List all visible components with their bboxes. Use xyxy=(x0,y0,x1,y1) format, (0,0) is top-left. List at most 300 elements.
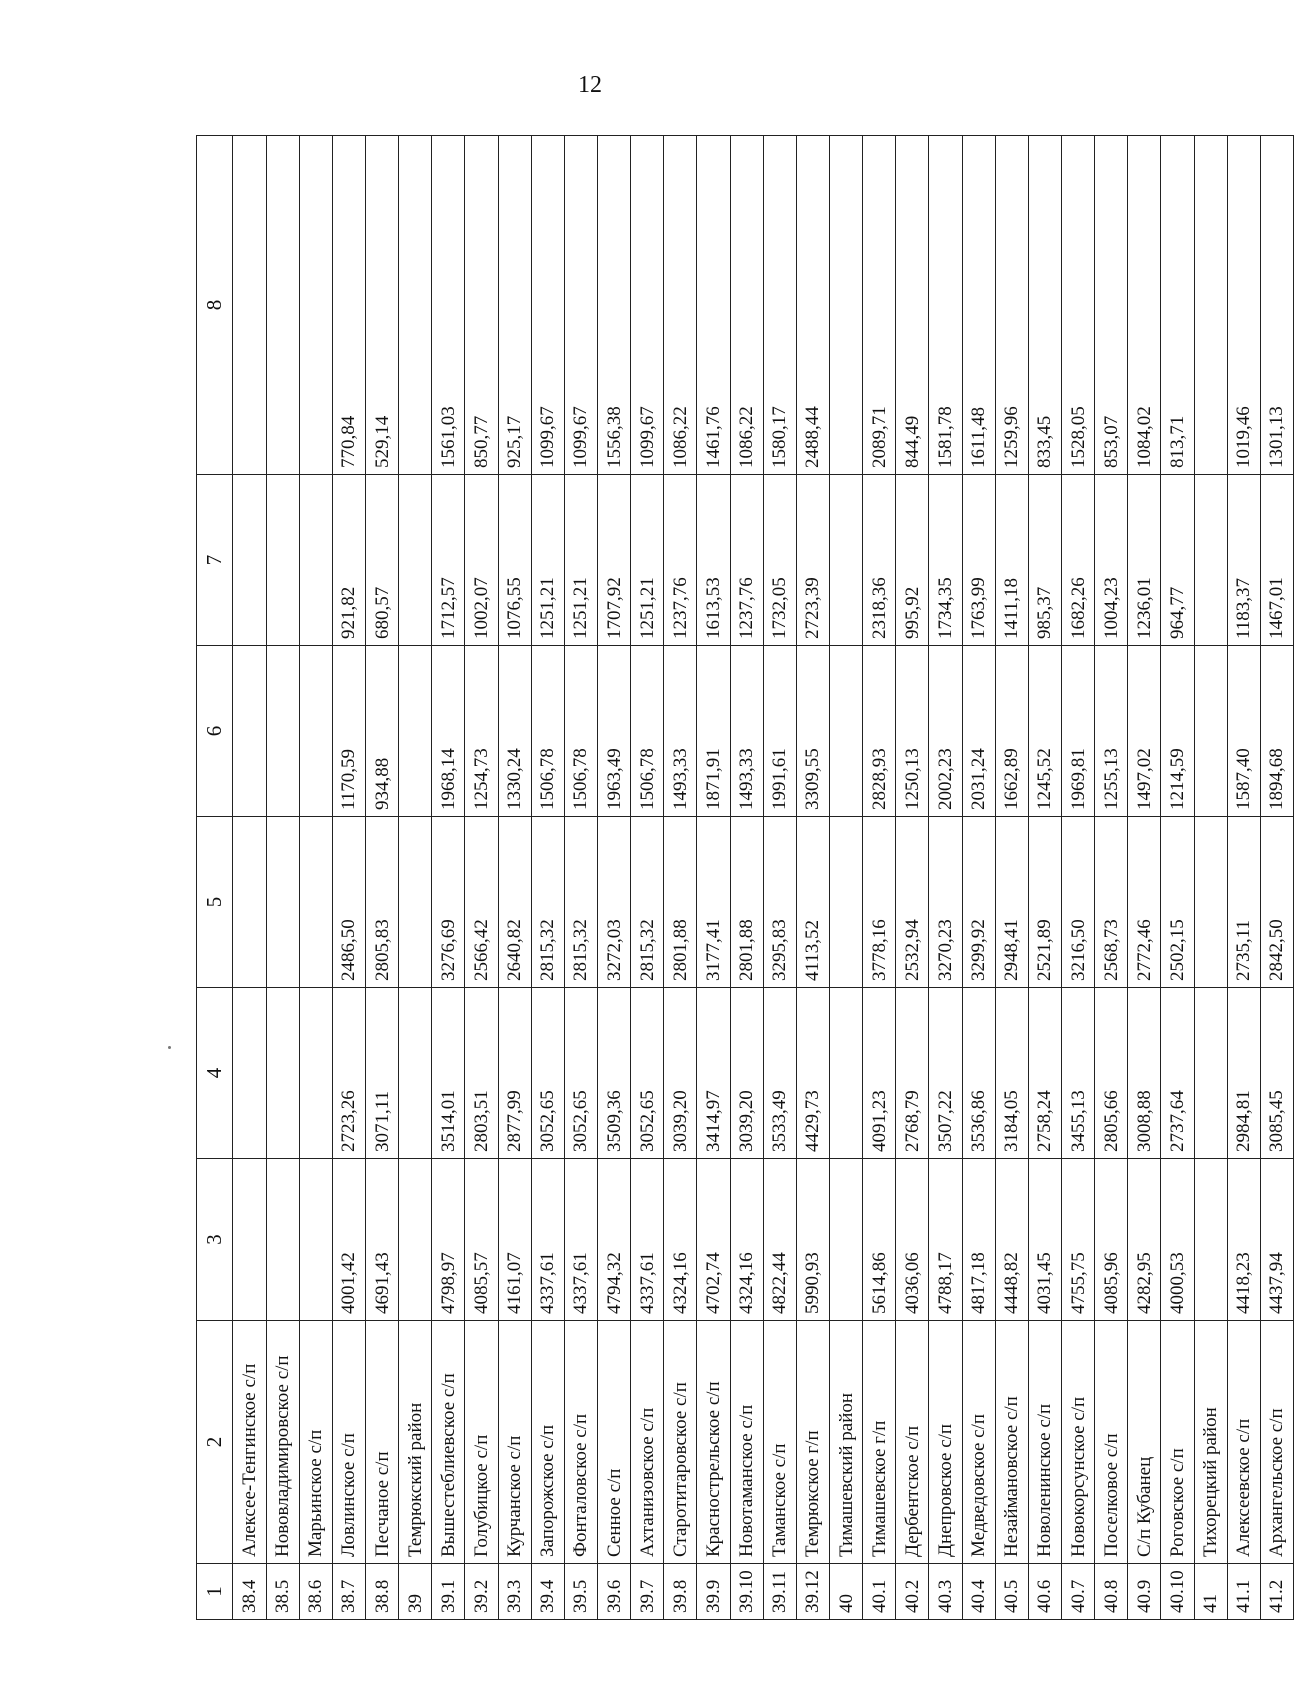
row-number-cell: 39.2 xyxy=(465,1564,498,1620)
value-cell-col-5: 2566,42 xyxy=(465,817,498,988)
table-row xyxy=(631,136,664,1620)
value-cell-col-5: 3272,03 xyxy=(598,817,631,988)
header-cell-2: 2 xyxy=(197,1321,233,1564)
value-cell-col-8: 925,17 xyxy=(498,136,531,475)
value-cell-col-8: 1084,02 xyxy=(1128,136,1161,475)
settlement-name-cell: Старотитаровское с/п xyxy=(664,1321,697,1564)
value-cell-col-4: 3184,05 xyxy=(995,988,1028,1159)
value-cell-col-3: 4788,17 xyxy=(929,1159,962,1321)
settlement-name-cell: Краснострельское с/п xyxy=(697,1321,730,1564)
header-cell-1: 1 xyxy=(197,1564,233,1620)
table-row xyxy=(1161,136,1194,1620)
settlement-name-cell: Тихорецкий район xyxy=(1194,1321,1227,1564)
settlement-name-cell: Сенное с/п xyxy=(598,1321,631,1564)
table-row xyxy=(995,136,1028,1620)
value-cell-col-4: 3536,86 xyxy=(962,988,995,1159)
value-cell-col-5: 2772,46 xyxy=(1128,817,1161,988)
value-cell-col-5 xyxy=(399,817,432,988)
value-cell-col-5: 3270,23 xyxy=(929,817,962,988)
value-cell-col-4 xyxy=(233,988,266,1159)
value-cell-col-8: 2089,71 xyxy=(863,136,896,475)
value-cell-col-7: 921,82 xyxy=(332,475,365,646)
value-cell-col-3 xyxy=(299,1159,332,1321)
value-cell-col-3: 4448,82 xyxy=(995,1159,1028,1321)
value-cell-col-3: 4691,43 xyxy=(366,1159,399,1321)
table-row xyxy=(1227,136,1260,1620)
settlement-name-cell: Алексеевское с/п xyxy=(1227,1321,1260,1564)
value-cell-col-5: 3177,41 xyxy=(697,817,730,988)
value-cell-col-3 xyxy=(399,1159,432,1321)
settlement-name-cell: Незаймановское с/п xyxy=(995,1321,1028,1564)
value-cell-col-8: 1556,38 xyxy=(598,136,631,475)
value-cell-col-5: 2735,11 xyxy=(1227,817,1260,988)
table-row xyxy=(664,136,697,1620)
table-row xyxy=(1095,136,1128,1620)
value-cell-col-6: 1968,14 xyxy=(432,646,465,817)
value-cell-col-7 xyxy=(1194,475,1227,646)
value-cell-col-7: 1183,37 xyxy=(1227,475,1260,646)
table-row xyxy=(233,136,266,1620)
value-cell-col-7: 1251,21 xyxy=(531,475,564,646)
row-number-cell: 38.7 xyxy=(332,1564,365,1620)
value-cell-col-6: 2828,93 xyxy=(863,646,896,817)
value-cell-col-3: 4001,42 xyxy=(332,1159,365,1321)
value-cell-col-8: 850,77 xyxy=(465,136,498,475)
table-row xyxy=(332,136,365,1620)
value-cell-col-5: 4113,52 xyxy=(796,817,829,988)
value-cell-col-3: 4085,57 xyxy=(465,1159,498,1321)
value-cell-col-7: 1411,18 xyxy=(995,475,1028,646)
value-cell-col-5: 2805,83 xyxy=(366,817,399,988)
value-cell-col-8: 1528,05 xyxy=(1061,136,1094,475)
value-cell-col-4: 3008,88 xyxy=(1128,988,1161,1159)
value-cell-col-6: 1493,33 xyxy=(730,646,763,817)
value-cell-col-5: 2640,82 xyxy=(498,817,531,988)
table-row xyxy=(763,136,796,1620)
value-cell-col-3: 4798,97 xyxy=(432,1159,465,1321)
value-cell-col-5: 2801,88 xyxy=(664,817,697,988)
value-cell-col-7: 985,37 xyxy=(1028,475,1061,646)
value-cell-col-4: 3514,01 xyxy=(432,988,465,1159)
value-cell-col-8: 2488,44 xyxy=(796,136,829,475)
value-cell-col-3: 4817,18 xyxy=(962,1159,995,1321)
value-cell-col-4 xyxy=(1194,988,1227,1159)
value-cell-col-4: 2803,51 xyxy=(465,988,498,1159)
value-cell-col-3: 4000,53 xyxy=(1161,1159,1194,1321)
value-cell-col-7: 1004,23 xyxy=(1095,475,1128,646)
table-row xyxy=(564,136,597,1620)
value-cell-col-8 xyxy=(829,136,862,475)
value-cell-col-6 xyxy=(1194,646,1227,817)
value-cell-col-4: 3455,13 xyxy=(1061,988,1094,1159)
header-cell-4: 4 xyxy=(197,988,233,1159)
row-number-cell: 39.10 xyxy=(730,1564,763,1620)
settlement-name-cell: Архангельское с/п xyxy=(1260,1321,1293,1564)
value-cell-col-6 xyxy=(399,646,432,817)
value-cell-col-7: 1251,21 xyxy=(631,475,664,646)
value-cell-col-4: 3533,49 xyxy=(763,988,796,1159)
value-cell-col-6: 1587,40 xyxy=(1227,646,1260,817)
value-cell-col-7: 1467,01 xyxy=(1260,475,1293,646)
value-cell-col-8: 1581,78 xyxy=(929,136,962,475)
table-row xyxy=(796,136,829,1620)
row-number-cell: 39 xyxy=(399,1564,432,1620)
value-cell-col-6: 1214,59 xyxy=(1161,646,1194,817)
value-cell-col-4: 3509,36 xyxy=(598,988,631,1159)
row-number-cell: 40.5 xyxy=(995,1564,1028,1620)
value-cell-col-4: 3052,65 xyxy=(631,988,664,1159)
row-number-cell: 39.1 xyxy=(432,1564,465,1620)
value-cell-col-4: 4429,73 xyxy=(796,988,829,1159)
value-cell-col-8: 1561,03 xyxy=(432,136,465,475)
settlement-name-cell: Поселковое с/п xyxy=(1095,1321,1128,1564)
value-cell-col-7: 1613,53 xyxy=(697,475,730,646)
value-cell-col-6 xyxy=(266,646,299,817)
value-cell-col-6: 1255,13 xyxy=(1095,646,1128,817)
value-cell-col-5 xyxy=(1194,817,1227,988)
settlement-name-cell: Ахтанизовское с/п xyxy=(631,1321,664,1564)
value-cell-col-8 xyxy=(1194,136,1227,475)
value-cell-col-6: 1497,02 xyxy=(1128,646,1161,817)
value-cell-col-5: 2815,32 xyxy=(564,817,597,988)
settlement-name-cell: Алексее-Тенгинское с/п xyxy=(233,1321,266,1564)
value-cell-col-3: 5990,93 xyxy=(796,1159,829,1321)
row-number-cell: 40.3 xyxy=(929,1564,962,1620)
value-cell-col-4 xyxy=(399,988,432,1159)
value-cell-col-5 xyxy=(299,817,332,988)
value-cell-col-4 xyxy=(266,988,299,1159)
value-cell-col-8: 1099,67 xyxy=(531,136,564,475)
row-number-cell: 40.2 xyxy=(896,1564,929,1620)
row-number-cell: 40.1 xyxy=(863,1564,896,1620)
value-cell-col-4: 3507,22 xyxy=(929,988,962,1159)
value-cell-col-4: 3071,11 xyxy=(366,988,399,1159)
value-cell-col-8: 1611,48 xyxy=(962,136,995,475)
settlement-name-cell: Курчанское с/п xyxy=(498,1321,531,1564)
value-cell-col-7 xyxy=(233,475,266,646)
value-cell-col-8: 1086,22 xyxy=(664,136,697,475)
value-cell-col-7: 1237,76 xyxy=(664,475,697,646)
row-number-cell: 41 xyxy=(1194,1564,1227,1620)
row-number-cell: 39.12 xyxy=(796,1564,829,1620)
header-row xyxy=(197,136,233,1620)
value-cell-col-7 xyxy=(266,475,299,646)
value-cell-col-7: 1682,26 xyxy=(1061,475,1094,646)
row-number-cell: 40.8 xyxy=(1095,1564,1128,1620)
row-number-cell: 39.9 xyxy=(697,1564,730,1620)
settlement-name-cell: Роговское с/п xyxy=(1161,1321,1194,1564)
settlement-name-cell: Темрюкское г/п xyxy=(796,1321,829,1564)
value-cell-col-5 xyxy=(266,817,299,988)
value-cell-col-3: 4794,32 xyxy=(598,1159,631,1321)
value-cell-col-3 xyxy=(1194,1159,1227,1321)
value-cell-col-3: 4337,61 xyxy=(564,1159,597,1321)
value-cell-col-8: 1259,96 xyxy=(995,136,1028,475)
value-cell-col-4: 2877,99 xyxy=(498,988,531,1159)
table-row xyxy=(1028,136,1061,1620)
table-row xyxy=(896,136,929,1620)
value-cell-col-5: 3295,83 xyxy=(763,817,796,988)
value-cell-col-3: 4822,44 xyxy=(763,1159,796,1321)
row-number-cell: 40 xyxy=(829,1564,862,1620)
row-number-cell: 40.7 xyxy=(1061,1564,1094,1620)
value-cell-col-6: 2002,23 xyxy=(929,646,962,817)
header-cell-8: 8 xyxy=(197,136,233,475)
table-row xyxy=(465,136,498,1620)
value-cell-col-8 xyxy=(266,136,299,475)
value-cell-col-3: 4036,06 xyxy=(896,1159,929,1321)
table-row xyxy=(1128,136,1161,1620)
value-cell-col-7: 1251,21 xyxy=(564,475,597,646)
settlement-name-cell: Днепровское с/п xyxy=(929,1321,962,1564)
settlement-name-cell: Запорожское с/п xyxy=(531,1321,564,1564)
settlement-name-cell: Таманское с/п xyxy=(763,1321,796,1564)
value-cell-col-5: 3216,50 xyxy=(1061,817,1094,988)
value-cell-col-4: 2805,66 xyxy=(1095,988,1128,1159)
page-number: 12 xyxy=(578,72,602,98)
value-cell-col-8: 844,49 xyxy=(896,136,929,475)
value-cell-col-7: 1002,07 xyxy=(465,475,498,646)
value-cell-col-5: 2568,73 xyxy=(1095,817,1128,988)
header-cell-7: 7 xyxy=(197,475,233,646)
table-row xyxy=(863,136,896,1620)
value-cell-col-6: 1662,89 xyxy=(995,646,1028,817)
row-number-cell: 39.4 xyxy=(531,1564,564,1620)
value-cell-col-3: 4161,07 xyxy=(498,1159,531,1321)
table-body xyxy=(197,136,1294,1620)
row-number-cell: 39.5 xyxy=(564,1564,597,1620)
value-cell-col-4: 3039,20 xyxy=(664,988,697,1159)
value-cell-col-3: 4755,75 xyxy=(1061,1159,1094,1321)
value-cell-col-3: 4702,74 xyxy=(697,1159,730,1321)
value-cell-col-7: 964,77 xyxy=(1161,475,1194,646)
value-cell-col-8 xyxy=(299,136,332,475)
table-row xyxy=(432,136,465,1620)
settlement-name-cell: Марьинское с/п xyxy=(299,1321,332,1564)
row-number-cell: 41.1 xyxy=(1227,1564,1260,1620)
value-cell-col-6: 1506,78 xyxy=(564,646,597,817)
header-cell-3: 3 xyxy=(197,1159,233,1321)
value-cell-col-4 xyxy=(829,988,862,1159)
value-cell-col-7: 1236,01 xyxy=(1128,475,1161,646)
rotated-table-wrapper xyxy=(196,136,1294,1620)
value-cell-col-5: 3778,16 xyxy=(863,817,896,988)
value-cell-col-7: 1734,35 xyxy=(929,475,962,646)
table-row xyxy=(962,136,995,1620)
value-cell-col-6: 1170,59 xyxy=(332,646,365,817)
value-cell-col-4: 2737,64 xyxy=(1161,988,1194,1159)
value-cell-col-5 xyxy=(233,817,266,988)
settlement-name-cell: Песчаное с/п xyxy=(366,1321,399,1564)
row-number-cell: 39.8 xyxy=(664,1564,697,1620)
settlement-name-cell: С/п Кубанец xyxy=(1128,1321,1161,1564)
table-row xyxy=(531,136,564,1620)
table-row xyxy=(730,136,763,1620)
settlement-name-cell: Тимашевский район xyxy=(829,1321,862,1564)
value-cell-col-6: 1330,24 xyxy=(498,646,531,817)
value-cell-col-4: 3414,97 xyxy=(697,988,730,1159)
value-cell-col-6: 3309,55 xyxy=(796,646,829,817)
value-cell-col-5: 2842,50 xyxy=(1260,817,1293,988)
table-row xyxy=(498,136,531,1620)
value-cell-col-4: 2723,26 xyxy=(332,988,365,1159)
rotated-table-frame xyxy=(196,136,1294,1620)
value-cell-col-8: 770,84 xyxy=(332,136,365,475)
value-cell-col-4: 3052,65 xyxy=(531,988,564,1159)
scan-speck xyxy=(168,1046,171,1049)
value-cell-col-3 xyxy=(233,1159,266,1321)
table-row xyxy=(1260,136,1293,1620)
header-cell-6: 6 xyxy=(197,646,233,817)
value-cell-col-8 xyxy=(233,136,266,475)
value-cell-col-5: 2502,15 xyxy=(1161,817,1194,988)
table-row xyxy=(929,136,962,1620)
table-row xyxy=(399,136,432,1620)
value-cell-col-6: 1250,13 xyxy=(896,646,929,817)
value-cell-col-7: 1732,05 xyxy=(763,475,796,646)
value-cell-col-8: 1301,13 xyxy=(1260,136,1293,475)
table-row xyxy=(697,136,730,1620)
settlement-name-cell: Темрюкский район xyxy=(399,1321,432,1564)
value-cell-col-4: 4091,23 xyxy=(863,988,896,1159)
value-cell-col-3: 4085,96 xyxy=(1095,1159,1128,1321)
value-cell-col-3 xyxy=(829,1159,862,1321)
value-cell-col-7: 1707,92 xyxy=(598,475,631,646)
value-cell-col-7: 1712,57 xyxy=(432,475,465,646)
value-cell-col-8: 1580,17 xyxy=(763,136,796,475)
value-cell-col-7: 2318,36 xyxy=(863,475,896,646)
table-row xyxy=(1061,136,1094,1620)
row-number-cell: 39.11 xyxy=(763,1564,796,1620)
row-number-cell: 40.10 xyxy=(1161,1564,1194,1620)
tariff-table xyxy=(196,135,1294,1620)
value-cell-col-8: 1086,22 xyxy=(730,136,763,475)
value-cell-col-8: 1099,67 xyxy=(631,136,664,475)
value-cell-col-4: 3052,65 xyxy=(564,988,597,1159)
value-cell-col-7: 1763,99 xyxy=(962,475,995,646)
value-cell-col-5: 2815,32 xyxy=(631,817,664,988)
row-number-cell: 38.5 xyxy=(266,1564,299,1620)
value-cell-col-8 xyxy=(399,136,432,475)
value-cell-col-6: 2031,24 xyxy=(962,646,995,817)
value-cell-col-5: 2486,50 xyxy=(332,817,365,988)
value-cell-col-6: 1991,61 xyxy=(763,646,796,817)
value-cell-col-3: 4031,45 xyxy=(1028,1159,1061,1321)
row-number-cell: 40.4 xyxy=(962,1564,995,1620)
value-cell-col-7: 680,57 xyxy=(366,475,399,646)
row-number-cell: 38.4 xyxy=(233,1564,266,1620)
table-row xyxy=(829,136,862,1620)
value-cell-col-6 xyxy=(233,646,266,817)
value-cell-col-6: 1506,78 xyxy=(531,646,564,817)
value-cell-col-3: 4282,95 xyxy=(1128,1159,1161,1321)
table-row xyxy=(598,136,631,1620)
value-cell-col-3: 5614,86 xyxy=(863,1159,896,1321)
value-cell-col-5: 2948,41 xyxy=(995,817,1028,988)
settlement-name-cell: Новоленинское с/п xyxy=(1028,1321,1061,1564)
value-cell-col-3: 4324,16 xyxy=(730,1159,763,1321)
row-number-cell: 39.6 xyxy=(598,1564,631,1620)
value-cell-col-7: 2723,39 xyxy=(796,475,829,646)
value-cell-col-5: 2801,88 xyxy=(730,817,763,988)
value-cell-col-6: 1871,91 xyxy=(697,646,730,817)
value-cell-col-6: 1493,33 xyxy=(664,646,697,817)
value-cell-col-3 xyxy=(266,1159,299,1321)
header-cell-5: 5 xyxy=(197,817,233,988)
table-row xyxy=(1194,136,1227,1620)
table-row xyxy=(299,136,332,1620)
value-cell-col-5 xyxy=(829,817,862,988)
table-row xyxy=(366,136,399,1620)
row-number-cell: 39.3 xyxy=(498,1564,531,1620)
value-cell-col-5: 2815,32 xyxy=(531,817,564,988)
value-cell-col-8: 833,45 xyxy=(1028,136,1061,475)
row-number-cell: 39.7 xyxy=(631,1564,664,1620)
value-cell-col-7 xyxy=(829,475,862,646)
value-cell-col-4: 3039,20 xyxy=(730,988,763,1159)
value-cell-col-3: 4324,16 xyxy=(664,1159,697,1321)
value-cell-col-8: 853,07 xyxy=(1095,136,1128,475)
settlement-name-cell: Медведовское с/п xyxy=(962,1321,995,1564)
value-cell-col-7: 1237,76 xyxy=(730,475,763,646)
table-row xyxy=(266,136,299,1620)
value-cell-col-6: 1254,73 xyxy=(465,646,498,817)
value-cell-col-8: 813,71 xyxy=(1161,136,1194,475)
settlement-name-cell: Новокорсунское с/п xyxy=(1061,1321,1094,1564)
value-cell-col-5: 3276,69 xyxy=(432,817,465,988)
row-number-cell: 38.6 xyxy=(299,1564,332,1620)
settlement-name-cell: Тимашевское г/п xyxy=(863,1321,896,1564)
value-cell-col-7 xyxy=(399,475,432,646)
value-cell-col-4 xyxy=(299,988,332,1159)
row-number-cell: 41.2 xyxy=(1260,1564,1293,1620)
value-cell-col-5: 2521,89 xyxy=(1028,817,1061,988)
row-number-cell: 40.9 xyxy=(1128,1564,1161,1620)
value-cell-col-6: 1245,52 xyxy=(1028,646,1061,817)
settlement-name-cell: Вышестеблиевское с/п xyxy=(432,1321,465,1564)
value-cell-col-4: 2768,79 xyxy=(896,988,929,1159)
value-cell-col-3: 4337,61 xyxy=(631,1159,664,1321)
settlement-name-cell: Нововладимировское с/п xyxy=(266,1321,299,1564)
value-cell-col-4: 3085,45 xyxy=(1260,988,1293,1159)
value-cell-col-5: 3299,92 xyxy=(962,817,995,988)
settlement-name-cell: Фонталовское с/п xyxy=(564,1321,597,1564)
settlement-name-cell: Ловлинское с/п xyxy=(332,1321,365,1564)
value-cell-col-8: 529,14 xyxy=(366,136,399,475)
value-cell-col-5: 2532,94 xyxy=(896,817,929,988)
value-cell-col-7: 1076,55 xyxy=(498,475,531,646)
value-cell-col-6: 1963,49 xyxy=(598,646,631,817)
value-cell-col-7 xyxy=(299,475,332,646)
settlement-name-cell: Новотаманское с/п xyxy=(730,1321,763,1564)
value-cell-col-6: 1894,68 xyxy=(1260,646,1293,817)
value-cell-col-3: 4418,23 xyxy=(1227,1159,1260,1321)
value-cell-col-6: 1969,81 xyxy=(1061,646,1094,817)
value-cell-col-8: 1019,46 xyxy=(1227,136,1260,475)
value-cell-col-6 xyxy=(299,646,332,817)
row-number-cell: 38.8 xyxy=(366,1564,399,1620)
settlement-name-cell: Дербентское с/п xyxy=(896,1321,929,1564)
value-cell-col-6: 934,88 xyxy=(366,646,399,817)
value-cell-col-6 xyxy=(829,646,862,817)
value-cell-col-3: 4437,94 xyxy=(1260,1159,1293,1321)
value-cell-col-7: 995,92 xyxy=(896,475,929,646)
value-cell-col-3: 4337,61 xyxy=(531,1159,564,1321)
value-cell-col-8: 1461,76 xyxy=(697,136,730,475)
value-cell-col-4: 2758,24 xyxy=(1028,988,1061,1159)
value-cell-col-8: 1099,67 xyxy=(564,136,597,475)
value-cell-col-6: 1506,78 xyxy=(631,646,664,817)
